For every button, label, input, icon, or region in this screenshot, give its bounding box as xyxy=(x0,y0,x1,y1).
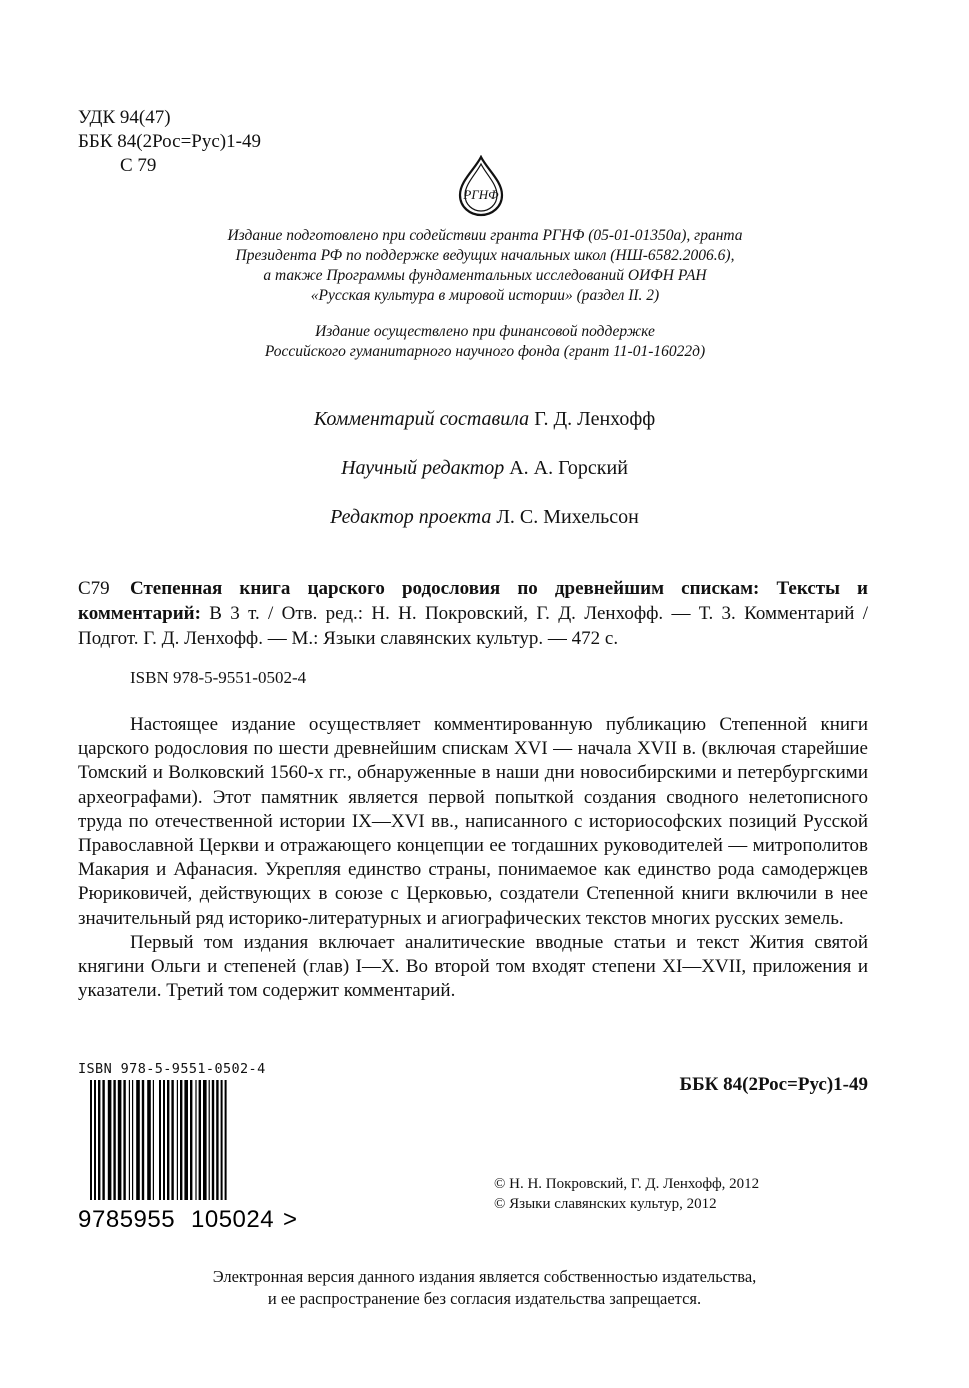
credit-role: Редактор проекта xyxy=(330,506,492,528)
grant-note-line: Российского гуманитарного научного фонда (грант 11-01-16022д) xyxy=(264,343,706,360)
notice-line: Электронная версия данного издания является собственностью издательства, xyxy=(212,1267,757,1286)
barcode-bar xyxy=(199,1080,201,1200)
credit-project-editor xyxy=(0,505,969,529)
barcode-isbn-label: ISBN 978-5-9551-0502-4 xyxy=(78,1061,266,1077)
barcode-bar xyxy=(180,1080,182,1200)
biblio-title: Степенная книга царского родословия по древнейшим спискам: Тексты и комментарий: xyxy=(78,578,868,624)
barcode-bar xyxy=(142,1080,144,1200)
barcode-bar xyxy=(153,1080,154,1200)
biblio-details: В 3 т. / Отв. ред.: Н. Н. Покровский, Г. Д. Ленхофф. — Т. 3. Комментарий / Подгот. Г. Д. Ленхофф. — М.: Языки славянских культур. — 472 с. xyxy=(78,603,869,649)
barcode-bar xyxy=(209,1080,210,1200)
grant-note-1 xyxy=(160,226,810,306)
credit-scientific-editor xyxy=(0,456,969,480)
credit-commentary xyxy=(0,407,969,431)
grant-note-line: «Русская культура в мировой истории» (раздел II. 2) xyxy=(310,287,660,304)
barcode-bar xyxy=(147,1080,151,1200)
annotation-paragraph: Первый том издания включает аналитические вводные статьи и текст Жития святой княгини Ольги и степеней (глав) I—X. Во второй том входят степени XI—XVII, приложения и указатели. Третий том содержит комментарий. xyxy=(78,931,868,1002)
grant-note-2 xyxy=(160,322,810,362)
barcode-bar xyxy=(132,1080,133,1200)
barcode-bar xyxy=(98,1080,100,1200)
bbk-code: ББК 84(2Рос=Рус)1-49 xyxy=(78,131,261,152)
grant-note-line: Издание подготовлено при содействии гранта РГНФ (05-01-01350а), гранта xyxy=(227,227,743,244)
barcode-guard-bar xyxy=(94,1080,96,1218)
barcode-bar xyxy=(136,1080,140,1200)
annotation xyxy=(78,713,868,1003)
biblio-code: С79 xyxy=(78,578,110,599)
author-mark: С 79 xyxy=(120,155,157,176)
barcode-first-digit: 9 xyxy=(78,1206,92,1230)
isbn-text: ISBN 978-5-9551-0502-4 xyxy=(130,668,307,687)
credit-role: Научный редактор xyxy=(341,457,505,479)
barcode-bar xyxy=(195,1080,196,1200)
barcode-guard-bar xyxy=(90,1080,92,1218)
barcode-bar xyxy=(177,1080,178,1200)
barcode-bar xyxy=(102,1080,104,1200)
electronic-version-notice xyxy=(0,1266,969,1310)
barcode-arrow: > xyxy=(283,1206,298,1230)
barcode-guard-bar xyxy=(221,1080,223,1218)
barcode-bar xyxy=(190,1080,192,1200)
copyright-line: © Языки славянских культур, 2012 xyxy=(494,1196,717,1212)
barcode-guard-bar xyxy=(159,1080,161,1218)
credit-name: Л. С. Михельсон xyxy=(496,506,639,528)
rgnf-logo-icon xyxy=(456,155,506,217)
bbk-index-bottom: ББК 84(2Рос=Рус)1-49 xyxy=(679,1074,868,1095)
grant-note-line: Издание осуществлено при финансовой поддержке xyxy=(315,323,655,340)
barcode-bar xyxy=(171,1080,173,1200)
barcode-digits-right: 105024 xyxy=(191,1206,275,1230)
barcode-digits-left: 785955 xyxy=(92,1206,176,1230)
barcode-bar xyxy=(167,1080,169,1200)
barcode-bar xyxy=(123,1080,125,1200)
barcode-bar xyxy=(212,1080,214,1200)
copyright-line: © Н. Н. Покровский, Г. Д. Ленхофф, 2012 xyxy=(494,1176,760,1192)
barcode-bar xyxy=(184,1080,188,1200)
barcode-guard-bar xyxy=(225,1080,227,1218)
barcode-bar xyxy=(113,1080,115,1200)
barcode-bars xyxy=(90,1080,227,1218)
copyright-block xyxy=(494,1174,759,1214)
credit-name: А. А. Горский xyxy=(509,457,628,479)
barcode-image xyxy=(78,1080,303,1230)
credit-name: Г. Д. Ленхофф xyxy=(534,408,656,430)
barcode-bar xyxy=(108,1080,112,1200)
notice-line: и ее распространение без согласия издательства запрещается. xyxy=(267,1289,702,1308)
udk-code: УДК 94(47) xyxy=(78,107,171,128)
barcode-bar xyxy=(129,1080,130,1200)
logo-text: РГНФ xyxy=(463,187,499,202)
bibliographic-record xyxy=(78,576,868,651)
grant-note-line: а также Программы фундаментальных исследований ОИФН РАН xyxy=(263,267,707,284)
grant-note-line: Президента РФ по поддержке ведущих начальных школ (НШ-6582.2006.6), xyxy=(235,247,735,264)
barcode-bar xyxy=(118,1080,122,1200)
classification-block xyxy=(78,106,261,178)
barcode-bar xyxy=(203,1080,207,1200)
credit-role: Комментарий составила xyxy=(313,408,530,430)
annotation-paragraph: Настоящее издание осуществляет комментированную публикацию Степенной книги царского родословия по шести древнейшим спискам XVI — начала XVII в. (включая старейшие Томский и Волковский 1560-х гг., обнаруженные в наши дни новосибирскими и петербургскими археографами). Этот памятник является первой попыткой создания сводного нелетописного труда по отечественной истории IX—XVI вв., написанного с историософских позиций Русской Православной Церкви и отражающего концепции ее тогдашних руководителей — митрополитов Макария и Афанасия. Укрепляя единство страны, понимаемое как единство рода самодержцев Рюриковичей, действующих в союзе с Церковью, создатели Степенной книги включили в нее значительный ряд историко-литературных и агиографических текстов многих русских земель. xyxy=(78,714,868,929)
barcode-bar xyxy=(216,1080,218,1200)
barcode-guard-bar xyxy=(163,1080,165,1218)
